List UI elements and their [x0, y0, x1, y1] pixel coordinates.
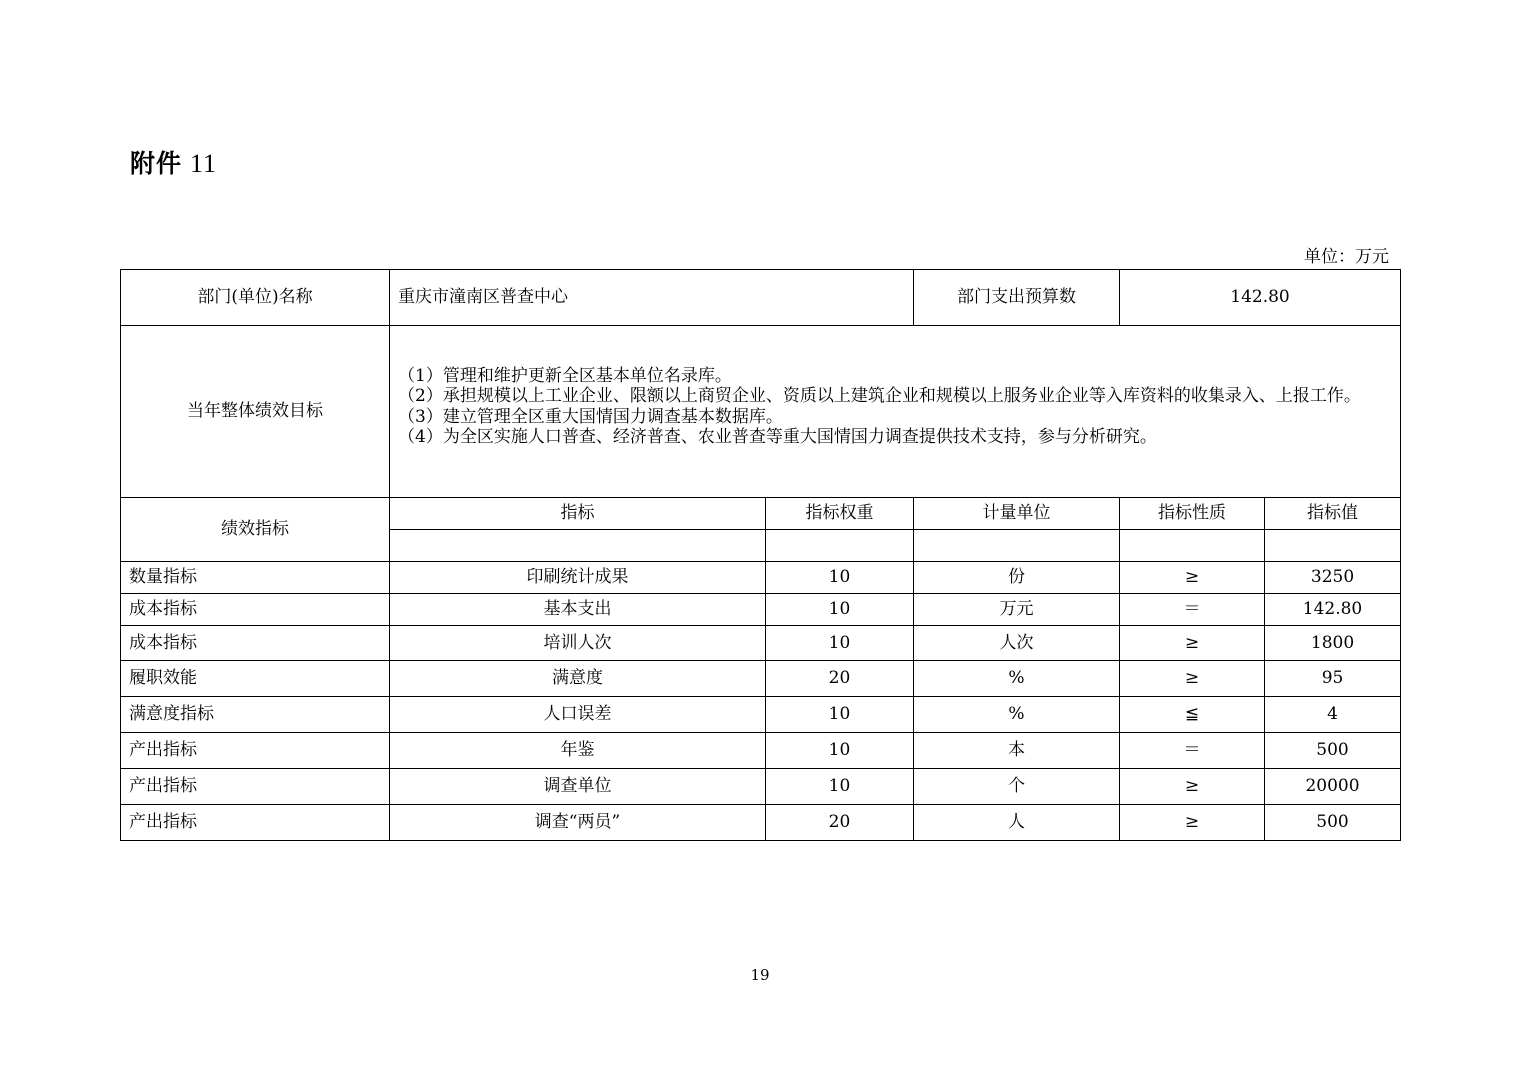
table-row — [121, 697, 1401, 733]
row-unit: % — [914, 661, 1120, 697]
row-nature: ≦ — [1120, 697, 1265, 733]
row-unit: 本 — [914, 733, 1120, 769]
indicator-section-label: 绩效指标 — [121, 498, 390, 562]
row-unit: 份 — [914, 562, 1120, 594]
row-weight: 10 — [766, 733, 914, 769]
row-indicator: 印刷统计成果 — [390, 562, 766, 594]
page-number: 19 — [750, 966, 770, 984]
row-indicator: 调查“两员” — [390, 805, 766, 841]
goal-label: 当年整体绩效目标 — [121, 326, 390, 498]
row-weight: 10 — [766, 697, 914, 733]
row-weight: 10 — [766, 594, 914, 626]
budget-label: 部门支出预算数 — [914, 270, 1120, 326]
row-nature: ≥ — [1120, 805, 1265, 841]
empty-cell — [1120, 530, 1265, 562]
header-indicator: 指标 — [390, 498, 766, 530]
row-unit: 人 — [914, 805, 1120, 841]
table-row — [121, 626, 1401, 661]
empty-cell — [1265, 530, 1401, 562]
goal-line-3: （3）建立管理全区重大国情国力调查基本数据库。 — [398, 406, 783, 427]
row-weight: 10 — [766, 769, 914, 805]
row-value: 95 — [1265, 661, 1401, 697]
goal-line-1: （1）管理和维护更新全区基本单位名录库。 — [398, 365, 732, 386]
table-row — [121, 805, 1401, 841]
dept-name-value: 重庆市潼南区普查中心 — [390, 270, 914, 326]
empty-cell — [914, 530, 1120, 562]
row-nature: ＝ — [1120, 594, 1265, 626]
row-category: 成本指标 — [121, 594, 390, 626]
row-value: 1800 — [1265, 626, 1401, 661]
row-unit: 个 — [914, 769, 1120, 805]
row-indicator: 满意度 — [390, 661, 766, 697]
row-nature: ≥ — [1120, 626, 1265, 661]
attachment-heading — [130, 144, 217, 180]
row-indicator: 基本支出 — [390, 594, 766, 626]
performance-table — [120, 269, 1401, 841]
goal-text — [390, 326, 1401, 498]
row-category: 履职效能 — [121, 661, 390, 697]
row-value: 500 — [1265, 733, 1401, 769]
goal-line-4: （4）为全区实施人口普查、经济普查、农业普查等重大国情国力调查提供技术支持，参与分析研究。 — [398, 426, 1157, 447]
row-value: 142.80 — [1265, 594, 1401, 626]
row-nature: ≥ — [1120, 769, 1265, 805]
header-weight: 指标权重 — [766, 498, 914, 530]
row-indicator: 年鉴 — [390, 733, 766, 769]
row-indicator: 调查单位 — [390, 769, 766, 805]
row-category: 产出指标 — [121, 805, 390, 841]
row-value: 500 — [1265, 805, 1401, 841]
row-nature: ＝ — [1120, 733, 1265, 769]
table-row — [121, 594, 1401, 626]
row-unit: 万元 — [914, 594, 1120, 626]
row-category: 产出指标 — [121, 769, 390, 805]
row-weight: 10 — [766, 626, 914, 661]
table-row — [121, 769, 1401, 805]
row-category: 数量指标 — [121, 562, 390, 594]
attachment-number: 11 — [190, 149, 218, 178]
dept-name-label: 部门(单位)名称 — [121, 270, 390, 326]
header-unit: 计量单位 — [914, 498, 1120, 530]
row-unit: % — [914, 697, 1120, 733]
row-unit: 人次 — [914, 626, 1120, 661]
row-indicator: 人口误差 — [390, 697, 766, 733]
row-category: 满意度指标 — [121, 697, 390, 733]
empty-cell — [766, 530, 914, 562]
row-weight: 20 — [766, 661, 914, 697]
row-weight: 20 — [766, 805, 914, 841]
header-value: 指标值 — [1265, 498, 1401, 530]
row-category: 产出指标 — [121, 733, 390, 769]
row-weight: 10 — [766, 562, 914, 594]
row-value: 3250 — [1265, 562, 1401, 594]
table-row — [121, 562, 1401, 594]
row-value: 4 — [1265, 697, 1401, 733]
row-category: 成本指标 — [121, 626, 390, 661]
empty-cell — [390, 530, 766, 562]
row-nature: ≥ — [1120, 562, 1265, 594]
row-value: 20000 — [1265, 769, 1401, 805]
table-row — [121, 733, 1401, 769]
goal-row — [121, 326, 1401, 498]
table-row — [121, 661, 1401, 697]
attachment-label: 附件 — [130, 149, 183, 178]
row-indicator: 培训人次 — [390, 626, 766, 661]
header-nature: 指标性质 — [1120, 498, 1265, 530]
budget-value: 142.80 — [1120, 270, 1401, 326]
row-nature: ≥ — [1120, 661, 1265, 697]
unit-label: 单位：万元 — [1304, 247, 1389, 267]
dept-row — [121, 270, 1401, 326]
goal-line-2: （2）承担规模以上工业企业、限额以上商贸企业、资质以上建筑企业和规模以上服务业企业等入库资料的收集录入、上报工作。 — [398, 386, 1361, 407]
indicator-header-row — [121, 498, 1401, 530]
